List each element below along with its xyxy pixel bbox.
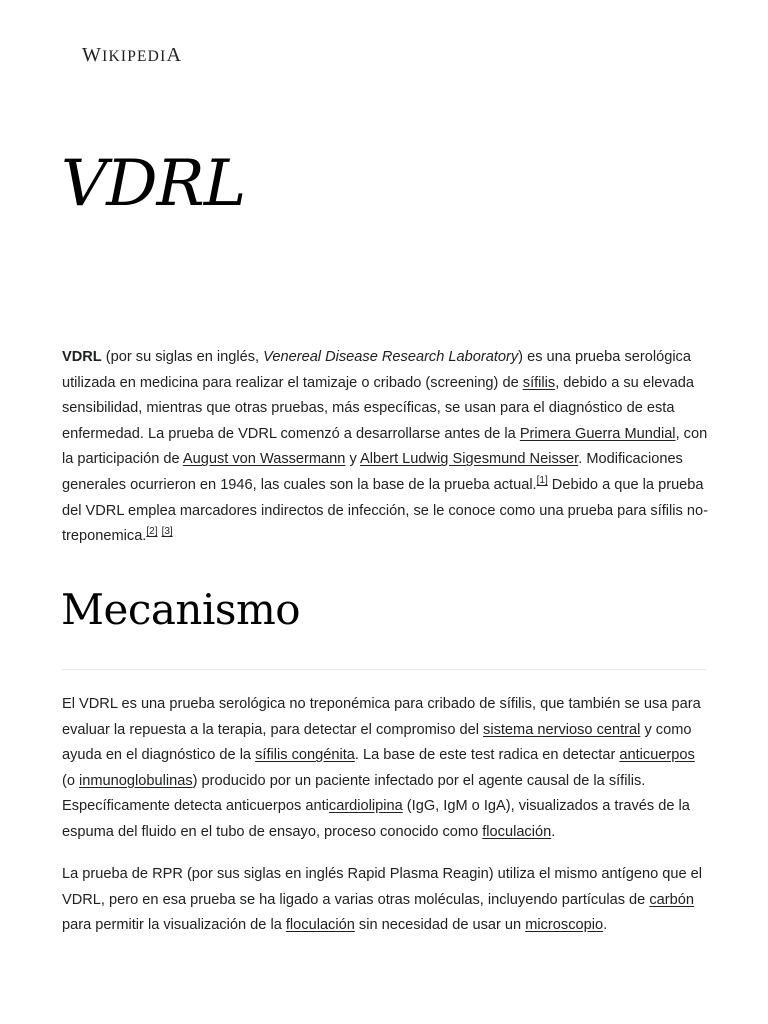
wordmark-letter-w: W	[82, 44, 103, 66]
intro-paragraph	[62, 345, 710, 550]
mech1-text-3: . La base de este test radica en detectar	[354, 747, 620, 764]
intro-bold-term: VDRL	[62, 349, 102, 365]
mech2-text-3: sin necesidad de usar un	[354, 917, 526, 934]
link-floculacion[interactable]: floculación	[482, 823, 552, 840]
mech1-text-2: y como ayuda en el diagnóstico de la	[62, 721, 692, 764]
link-albert-neisser[interactable]: Albert Ludwig Sigesmund Neisser	[360, 451, 579, 468]
intro-italic-expansion: Venereal Disease Research Laboratory	[263, 349, 519, 365]
link-inmunoglobulinas[interactable]: inmunoglobulinas	[79, 772, 193, 789]
intro-text-4: , con la participación de	[62, 425, 708, 468]
intro-text-6: . Modificaciones generales ocurrieron en 1946, las cuales son la base de la prueba actual.	[62, 451, 683, 493]
intro-text-1: (por su siglas en inglés,	[101, 349, 264, 365]
mech1-text-1: El VDRL es una prueba serológica no treponémica para cribado de sífilis, que también se usa para evaluar la repuesta a la terapia, para detectar el compromiso del	[62, 696, 701, 738]
intro-text-7: Debido a que la prueba del VDRL emplea marcadores indirectos de infección, se le conoce como una prueba para sífilis no-treponemica.	[62, 476, 708, 545]
reference-3[interactable]	[162, 526, 173, 537]
link-anticuerpos[interactable]: anticuerpos	[619, 747, 695, 764]
mech2-text-2: para permitir la visualización de la	[62, 917, 286, 934]
link-primera-guerra-mundial[interactable]: Primera Guerra Mundial	[519, 425, 676, 442]
mecanismo-paragraph-2	[62, 862, 710, 939]
link-sifilis-congenita[interactable]: sífilis congénita	[255, 747, 355, 764]
section-divider	[62, 669, 706, 670]
mech2-text-4: .	[603, 917, 608, 934]
link-sifilis[interactable]: sífilis	[522, 374, 556, 391]
page-title: VDRL	[61, 147, 246, 221]
link-floculacion-2[interactable]: floculación	[285, 917, 355, 934]
mech1-text-7: .	[551, 823, 556, 840]
mech1-text-5: ) producido por un paciente infectado por el agente causal de la sífilis. Específicamente detecta anticuerpos anti	[62, 772, 646, 815]
mecanismo-paragraph-1	[62, 692, 710, 846]
link-carbon[interactable]: carbón	[649, 891, 694, 908]
wikipedia-wordmark-logo[interactable]	[82, 44, 182, 67]
mech2-text-1: La prueba de RPR (por sus siglas en inglés Rapid Plasma Reagin) utiliza el mismo antígeno que el VDRL, pero en esa prueba se ha ligado a varias otras moléculas, incluyendo partículas de	[62, 866, 703, 908]
intro-text-2: ) es una prueba serológica utilizada en medicina para realizar el tamizaje o cribado (screening) de	[62, 349, 691, 391]
link-cardiolipina[interactable]: cardiolipina	[328, 798, 403, 815]
reference-1-link[interactable]: [1]	[536, 474, 548, 486]
mech1-text-6: (IgG, IgM o IgA), visualizados a través de la espuma del fluido en el tubo de ensayo, proceso conocido como	[62, 798, 690, 840]
reference-3-link[interactable]: [3]	[161, 526, 173, 538]
intro-text-5: y	[345, 451, 360, 468]
reference-2-link[interactable]: [2]	[146, 526, 158, 538]
link-microscopio[interactable]: microscopio	[525, 917, 604, 934]
reference-2[interactable]	[146, 526, 157, 537]
reference-1[interactable]	[537, 475, 548, 486]
link-sistema-nervioso-central[interactable]: sistema nervioso central	[483, 721, 641, 738]
section-heading-mecanismo: Mecanismo	[61, 585, 301, 634]
wordmark-letters-ikipedi: IKIPEDI	[102, 48, 167, 65]
wordmark-letter-a: A	[166, 44, 183, 66]
mech1-text-4: (o	[62, 772, 80, 789]
link-august-von-wassermann[interactable]: August von Wassermann	[182, 451, 346, 468]
intro-text-3: , debido a su elevada sensibilidad, mientras que otras pruebas, más específicas, se usan para el diagnóstico de esta enfermedad. La prueba de VDRL comenzó a desarrollarse antes de la	[62, 374, 694, 442]
